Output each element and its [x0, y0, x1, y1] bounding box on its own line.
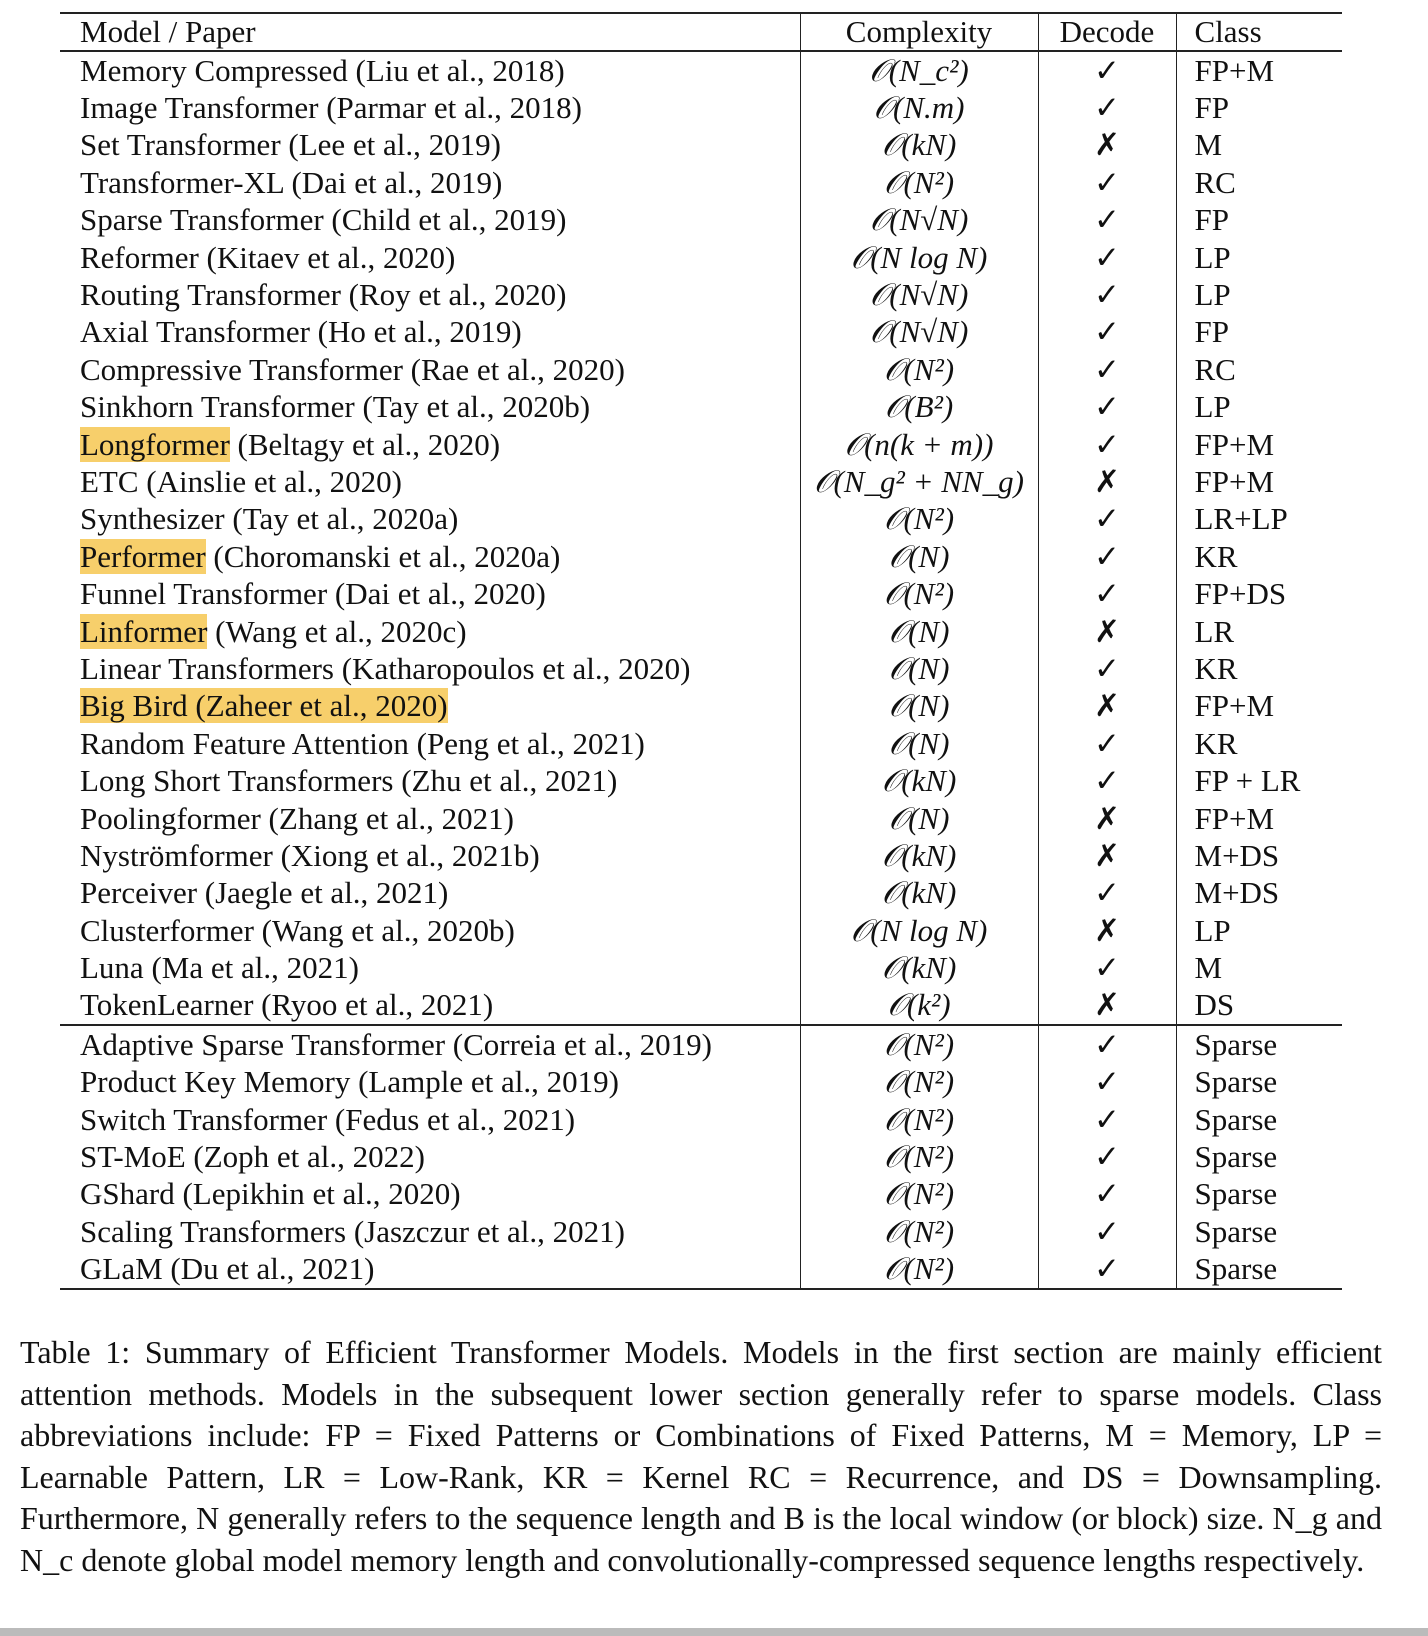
- page-cut-edge: [0, 1628, 1428, 1636]
- efficient-transformer-table: [60, 12, 1342, 1290]
- model-citation: Compressive Transformer (Rae et al., 2020): [80, 351, 625, 387]
- cell-model: [60, 1138, 800, 1175]
- cell-model: [60, 987, 800, 1025]
- table-row: [60, 650, 1342, 687]
- cell-class: KR: [1176, 725, 1342, 762]
- model-citation: Luna (Ma et al., 2021): [80, 950, 359, 986]
- cell-complexity: 𝒪(N²): [800, 351, 1038, 388]
- cell-class: Sparse: [1176, 1138, 1342, 1175]
- cell-model: [60, 1025, 800, 1063]
- cell-complexity: 𝒪(N²): [800, 1251, 1038, 1289]
- table-row: [60, 912, 1342, 949]
- table-row: [60, 1213, 1342, 1250]
- model-citation: Adaptive Sparse Transformer (Correia et al., 2019): [80, 1026, 712, 1062]
- cell-complexity: 𝒪(N√N): [800, 276, 1038, 313]
- check-icon: ✓: [1038, 351, 1176, 388]
- cell-class: LP: [1176, 912, 1342, 949]
- cell-class: M: [1176, 127, 1342, 164]
- check-icon: ✓: [1038, 1138, 1176, 1175]
- model-citation: (Beltagy et al., 2020): [229, 426, 501, 462]
- cell-class: Sparse: [1176, 1213, 1342, 1250]
- cell-model: [60, 1064, 800, 1101]
- cell-model: [60, 613, 800, 650]
- cell-complexity: 𝒪(N²): [800, 164, 1038, 201]
- cell-complexity: 𝒪(N²): [800, 575, 1038, 612]
- table-row: [60, 949, 1342, 986]
- check-icon: ✓: [1038, 89, 1176, 126]
- check-icon: ✓: [1038, 164, 1176, 201]
- check-icon: ✓: [1038, 650, 1176, 687]
- cell-complexity: 𝒪(N²): [800, 1064, 1038, 1101]
- cell-complexity: 𝒪(N√N): [800, 202, 1038, 239]
- cell-complexity: 𝒪(N√N): [800, 314, 1038, 351]
- model-citation: Synthesizer (Tay et al., 2020a): [80, 501, 459, 537]
- highlighted-model-name: Linformer: [80, 613, 208, 649]
- table-caption: Table 1: Summary of Efficient Transformer Models. Models in the first section are mainly efficient attention methods. Models in the subsequent lower section generally refer to sparse models. Class abbreviations include: FP = Fixed Patterns or Combinations of Fixed Patterns, M = Memory, LP = Learnable Pattern, LR = Low-Rank, KR = Kernel RC = Recurrence, and DS = Downsampling. Furthermore, N generally refers to the sequence length and B is the local window (or block) size. N_g and N_c denote global model memory length and convolutionally-compressed sequence lengths respectively.: [20, 1334, 1382, 1578]
- cell-class: FP: [1176, 89, 1342, 126]
- table-row: [60, 501, 1342, 538]
- cell-model: [60, 1213, 800, 1250]
- cell-class: LP: [1176, 239, 1342, 276]
- cell-model: [60, 1251, 800, 1289]
- table-row: [60, 202, 1342, 239]
- cross-icon: ✗: [1038, 613, 1176, 650]
- model-citation: GLaM (Du et al., 2021): [80, 1251, 375, 1287]
- cell-complexity: 𝒪(N): [800, 613, 1038, 650]
- check-icon: ✓: [1038, 725, 1176, 762]
- cell-model: [60, 501, 800, 538]
- cell-class: FP+DS: [1176, 575, 1342, 612]
- table-row: [60, 1138, 1342, 1175]
- model-citation: TokenLearner (Ryoo et al., 2021): [80, 987, 494, 1023]
- cell-model: [60, 837, 800, 874]
- check-icon: ✓: [1038, 949, 1176, 986]
- table-row: [60, 463, 1342, 500]
- model-citation: Memory Compressed (Liu et al., 2018): [80, 52, 565, 88]
- table-row: [60, 89, 1342, 126]
- cell-complexity: 𝒪(N²): [800, 1213, 1038, 1250]
- cell-model: [60, 875, 800, 912]
- table-row: [60, 762, 1342, 799]
- table-row: [60, 127, 1342, 164]
- cross-icon: ✗: [1038, 912, 1176, 949]
- model-citation: Perceiver (Jaegle et al., 2021): [80, 875, 449, 911]
- cell-complexity: 𝒪(k²): [800, 987, 1038, 1025]
- cell-class: RC: [1176, 351, 1342, 388]
- model-citation: Random Feature Attention (Peng et al., 2021): [80, 725, 645, 761]
- model-citation: Funnel Transformer (Dai et al., 2020): [80, 576, 546, 612]
- header-class: Class: [1176, 13, 1342, 51]
- check-icon: ✓: [1038, 1251, 1176, 1289]
- cell-model: [60, 650, 800, 687]
- cell-complexity: 𝒪(kN): [800, 127, 1038, 164]
- cell-model: [60, 51, 800, 89]
- cell-complexity: 𝒪(N.m): [800, 89, 1038, 126]
- cell-class: Sparse: [1176, 1176, 1342, 1213]
- cell-complexity: 𝒪(N): [800, 688, 1038, 725]
- cell-complexity: 𝒪(N²): [800, 1176, 1038, 1213]
- table-row: [60, 426, 1342, 463]
- cell-class: Sparse: [1176, 1025, 1342, 1063]
- check-icon: ✓: [1038, 762, 1176, 799]
- check-icon: ✓: [1038, 202, 1176, 239]
- cell-model: [60, 949, 800, 986]
- model-citation: Nyströmformer (Xiong et al., 2021b): [80, 837, 540, 873]
- table-row: [60, 276, 1342, 313]
- cell-class: LR+LP: [1176, 501, 1342, 538]
- table-container: [60, 12, 1342, 1290]
- table-row: [60, 239, 1342, 276]
- table-row: [60, 800, 1342, 837]
- cell-model: [60, 725, 800, 762]
- highlighted-model-name: Performer: [80, 538, 206, 574]
- cell-complexity: 𝒪(n(k + m)): [800, 426, 1038, 463]
- cell-model: [60, 688, 800, 725]
- table-row: [60, 538, 1342, 575]
- check-icon: ✓: [1038, 1213, 1176, 1250]
- cell-class: KR: [1176, 538, 1342, 575]
- model-citation: (Wang et al., 2020c): [207, 613, 467, 649]
- model-citation: Linear Transformers (Katharopoulos et al., 2020): [80, 650, 691, 686]
- cell-model: [60, 276, 800, 313]
- check-icon: ✓: [1038, 276, 1176, 313]
- cross-icon: ✗: [1038, 987, 1176, 1025]
- table-row: [60, 837, 1342, 874]
- table-row: [60, 613, 1342, 650]
- table-row: [60, 1176, 1342, 1213]
- model-citation: ST-MoE (Zoph et al., 2022): [80, 1139, 425, 1175]
- table-row: [60, 314, 1342, 351]
- cell-complexity: 𝒪(N log N): [800, 912, 1038, 949]
- cell-model: [60, 762, 800, 799]
- table-row: [60, 725, 1342, 762]
- cell-model: [60, 800, 800, 837]
- model-citation: GShard (Lepikhin et al., 2020): [80, 1176, 461, 1212]
- cell-class: FP+M: [1176, 51, 1342, 89]
- cell-class: KR: [1176, 650, 1342, 687]
- cell-complexity: 𝒪(N): [800, 538, 1038, 575]
- cell-model: [60, 127, 800, 164]
- table-row: [60, 987, 1342, 1025]
- cell-complexity: 𝒪(N): [800, 725, 1038, 762]
- cell-complexity: 𝒪(kN): [800, 837, 1038, 874]
- cross-icon: ✗: [1038, 463, 1176, 500]
- model-citation: Product Key Memory (Lample et al., 2019): [80, 1064, 619, 1100]
- cell-model: [60, 314, 800, 351]
- cell-class: FP+M: [1176, 426, 1342, 463]
- cross-icon: ✗: [1038, 837, 1176, 874]
- cell-class: DS: [1176, 987, 1342, 1025]
- cell-model: [60, 912, 800, 949]
- cell-class: M+DS: [1176, 875, 1342, 912]
- model-citation: Image Transformer (Parmar et al., 2018): [80, 90, 582, 126]
- table-header-row: [60, 13, 1342, 51]
- table-row: [60, 875, 1342, 912]
- model-citation: Clusterformer (Wang et al., 2020b): [80, 912, 515, 948]
- cell-class: Sparse: [1176, 1101, 1342, 1138]
- model-citation: Switch Transformer (Fedus et al., 2021): [80, 1101, 576, 1137]
- check-icon: ✓: [1038, 875, 1176, 912]
- cell-model: [60, 1176, 800, 1213]
- cell-model: [60, 389, 800, 426]
- table-row: [60, 1025, 1342, 1063]
- model-citation: Set Transformer (Lee et al., 2019): [80, 127, 501, 163]
- cell-complexity: 𝒪(N): [800, 650, 1038, 687]
- cell-complexity: 𝒪(kN): [800, 875, 1038, 912]
- header-complexity: Complexity: [800, 13, 1038, 51]
- cell-class: Sparse: [1176, 1251, 1342, 1289]
- check-icon: ✓: [1038, 1025, 1176, 1063]
- model-citation: Scaling Transformers (Jaszczur et al., 2021): [80, 1213, 625, 1249]
- cell-class: LP: [1176, 389, 1342, 426]
- cell-complexity: 𝒪(N²): [800, 501, 1038, 538]
- check-icon: ✓: [1038, 1176, 1176, 1213]
- model-citation: Poolingformer (Zhang et al., 2021): [80, 800, 514, 836]
- table-body: [60, 51, 1342, 1289]
- table-row: [60, 688, 1342, 725]
- check-icon: ✓: [1038, 501, 1176, 538]
- cell-class: FP+M: [1176, 800, 1342, 837]
- cell-class: RC: [1176, 164, 1342, 201]
- cell-complexity: 𝒪(B²): [800, 389, 1038, 426]
- model-citation: ETC (Ainslie et al., 2020): [80, 463, 402, 499]
- table-row: [60, 1064, 1342, 1101]
- cross-icon: ✗: [1038, 127, 1176, 164]
- cell-model: [60, 239, 800, 276]
- check-icon: ✓: [1038, 389, 1176, 426]
- cell-model: [60, 164, 800, 201]
- table-row: [60, 1101, 1342, 1138]
- cell-complexity: 𝒪(kN): [800, 762, 1038, 799]
- cell-model: [60, 426, 800, 463]
- cell-complexity: 𝒪(N_c²): [800, 51, 1038, 89]
- cell-complexity: 𝒪(N_g² + NN_g): [800, 463, 1038, 500]
- model-citation: Sinkhorn Transformer (Tay et al., 2020b): [80, 389, 591, 425]
- cell-class: Sparse: [1176, 1064, 1342, 1101]
- table-row: [60, 164, 1342, 201]
- table-row: [60, 51, 1342, 89]
- table-row: [60, 389, 1342, 426]
- check-icon: ✓: [1038, 314, 1176, 351]
- cell-class: FP+M: [1176, 688, 1342, 725]
- cell-class: LP: [1176, 276, 1342, 313]
- cell-class: FP: [1176, 314, 1342, 351]
- check-icon: ✓: [1038, 239, 1176, 276]
- header-decode: Decode: [1038, 13, 1176, 51]
- cell-model: [60, 351, 800, 388]
- model-citation: (Choromanski et al., 2020a): [205, 538, 561, 574]
- table-row: [60, 351, 1342, 388]
- cell-class: FP: [1176, 202, 1342, 239]
- model-citation: Sparse Transformer (Child et al., 2019): [80, 202, 567, 238]
- check-icon: ✓: [1038, 575, 1176, 612]
- cross-icon: ✗: [1038, 800, 1176, 837]
- check-icon: ✓: [1038, 426, 1176, 463]
- cell-complexity: 𝒪(N²): [800, 1138, 1038, 1175]
- cell-model: [60, 1101, 800, 1138]
- cell-complexity: 𝒪(N²): [800, 1025, 1038, 1063]
- table-row: [60, 1251, 1342, 1289]
- cell-model: [60, 538, 800, 575]
- cell-model: [60, 202, 800, 239]
- cross-icon: ✗: [1038, 688, 1176, 725]
- cell-model: [60, 89, 800, 126]
- cell-complexity: 𝒪(kN): [800, 949, 1038, 986]
- cell-class: FP + LR: [1176, 762, 1342, 799]
- highlighted-model-name: Longformer: [80, 426, 230, 462]
- model-citation: Long Short Transformers (Zhu et al., 2021): [80, 763, 618, 799]
- cell-class: FP+M: [1176, 463, 1342, 500]
- check-icon: ✓: [1038, 51, 1176, 89]
- cell-model: [60, 463, 800, 500]
- cell-class: M: [1176, 949, 1342, 986]
- table-row: [60, 575, 1342, 612]
- cell-complexity: 𝒪(N log N): [800, 239, 1038, 276]
- cell-complexity: 𝒪(N²): [800, 1101, 1038, 1138]
- check-icon: ✓: [1038, 1101, 1176, 1138]
- cell-complexity: 𝒪(N): [800, 800, 1038, 837]
- model-citation: Reformer (Kitaev et al., 2020): [80, 239, 456, 275]
- model-citation: Routing Transformer (Roy et al., 2020): [80, 277, 567, 313]
- header-model: Model / Paper: [60, 13, 800, 51]
- cell-class: LR: [1176, 613, 1342, 650]
- model-citation: Transformer-XL (Dai et al., 2019): [80, 164, 503, 200]
- cell-class: M+DS: [1176, 837, 1342, 874]
- check-icon: ✓: [1038, 1064, 1176, 1101]
- model-citation: Axial Transformer (Ho et al., 2019): [80, 314, 522, 350]
- cell-model: [60, 575, 800, 612]
- highlighted-model-name: Big Bird (Zaheer et al., 2020): [80, 688, 448, 724]
- check-icon: ✓: [1038, 538, 1176, 575]
